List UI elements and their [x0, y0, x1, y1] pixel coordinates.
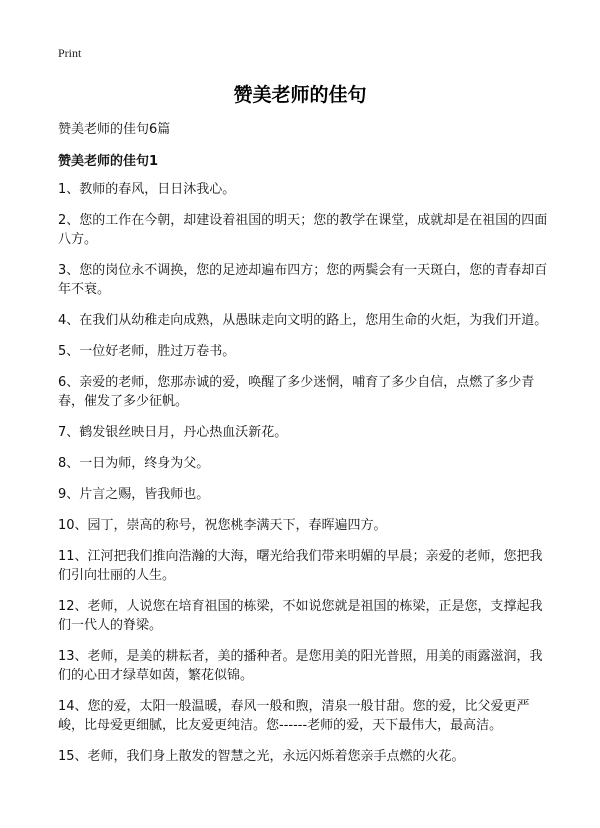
quote-item: 4、在我们从幼稚走向成熟，从愚昧走向文明的路上，您用生命的火炬，为我们开道。 [58, 313, 548, 328]
quote-list [58, 180, 548, 778]
document-subtitle: 赞美老师的佳句6篇 [58, 122, 171, 137]
print-link[interactable]: Print [58, 46, 82, 60]
quote-item: 15、老师，我们身上散发的智慧之光，永远闪烁着您亲手点燃的火花。 [58, 749, 465, 764]
quote-item: 10、园丁，崇高的称号，祝您桃李满天下，春晖遍四方。 [58, 518, 387, 533]
section-heading: 赞美老师的佳句1 [58, 154, 159, 169]
quote-item: 11、江河把我们推向浩瀚的大海，曙光给我们带来明媚的早晨；亲爱的老师，您把我们引向壮丽的人生。 [58, 549, 543, 583]
document-title: 赞美老师的佳句 [233, 84, 367, 106]
quote-item: 6、亲爱的老师，您那赤诚的爱，唤醒了多少迷惘，哺育了多少自信，点燃了多少青春，催发了多少征帆。 [58, 375, 535, 409]
quote-item: 7、鹤发银丝映日月，丹心热血沃新花。 [58, 425, 288, 440]
quote-item: 13、老师，是美的耕耘者，美的播种者。是您用美的阳光普照，用美的雨露滋润，我们的心田才绿草如茵，繁花似锦。 [58, 649, 543, 683]
quote-item: 14、您的爱，太阳一般温暖，春风一般和煦，清泉一般甘甜。您的爱，比父爱更严峻，比母爱更细腻，比友爱更纯洁。您------老师的爱，天下最伟大，最高洁。 [58, 699, 530, 733]
quote-item: 2、您的工作在今朝，却建设着祖国的明天；您的教学在课堂，成就却是在祖国的四面八方。 [58, 213, 548, 247]
quote-item: 1、教师的春风，日日沐我心。 [58, 182, 236, 197]
quote-item: 5、一位好老师，胜过万卷书。 [58, 344, 236, 359]
quote-item: 9、片言之赐，皆我师也。 [58, 487, 210, 502]
quote-item: 8、一日为师，终身为父。 [58, 456, 210, 471]
quote-item: 3、您的岗位永不调换，您的足迹却遍布四方；您的两鬓会有一天斑白，您的青春却百年不衰。 [58, 263, 548, 297]
quote-item: 12、老师，人说您在培育祖国的栋梁，不如说您就是祖国的栋梁，正是您，支撑起我们一代人的脊梁。 [58, 599, 543, 633]
